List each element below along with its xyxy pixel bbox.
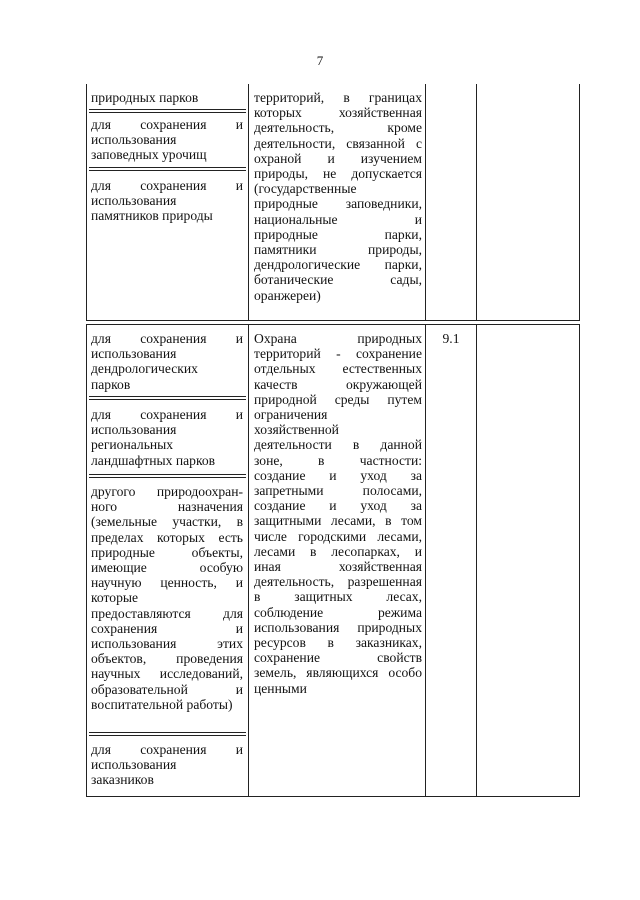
table-cell-name: для сохранения и использования заповедных урочищ — [91, 117, 243, 163]
table-cell-name: для сохранения и использования памятников природы — [91, 178, 243, 224]
table-border — [476, 324, 477, 797]
table-border — [579, 84, 580, 321]
table-border — [86, 320, 580, 321]
table-border — [248, 324, 249, 797]
table-border — [89, 735, 246, 736]
table-cell-name: для сохранения и использования заказников — [91, 742, 243, 788]
table-border — [89, 474, 246, 475]
table-border — [89, 732, 246, 733]
table-border — [86, 324, 580, 325]
table-cell-description: территорий, в границах которых хозяйственная деятельность, кроме деятельности, связанной с охраной и изучением природы, не допускается (государственные природные заповедники, национальные и природные парки, памятники природы, дендрологические парки, ботанические сады, оранжереи) — [254, 90, 422, 303]
table-border — [579, 324, 580, 797]
table-border — [89, 396, 246, 397]
table-cell-name: для сохранения и использования региональных ландшафтных парков — [91, 407, 243, 468]
table-border — [89, 167, 246, 168]
table-border — [476, 84, 477, 321]
table-border — [248, 84, 249, 321]
table-border — [425, 84, 426, 321]
table-border — [86, 796, 580, 797]
page-number: 7 — [316, 53, 324, 68]
table-cell-name: для сохранения и использования дендрологических парков — [91, 331, 243, 392]
table-border — [89, 170, 246, 171]
table-border — [89, 477, 246, 478]
table-border — [89, 399, 246, 400]
table-border — [89, 112, 246, 113]
table-border — [86, 324, 87, 797]
table-cell-name: другого природоохран- ного назначения (земельные участки, в пределах которых есть природные объекты, имеющие особую научную ценность, и которые предоставляются для сохранения и использования этих объектов, проведения научных исследований, образовательной и воспитательной работы) — [91, 484, 243, 712]
table-cell-name: природных парков — [91, 90, 199, 105]
table-border — [425, 324, 426, 797]
table-cell-code: 9.1 — [442, 331, 460, 346]
table-border — [89, 109, 246, 110]
table-border — [86, 84, 87, 321]
table-cell-description: Охрана природных территорий - сохранение отдельных естественных качеств окружающей природной среды путем ограничения хозяйственной деятельности в данной зоне, в частности: создание и уход за запретными полосами, создание и уход за защитными лесами, в том числе городскими лесами, лесами в лесопарках, и иная хозяйственная деятельность, разрешенная в защитных лесах, соблюдение режима использования природных ресурсов в заказниках, сохранение свойств земель, являющихся особо ценными — [254, 331, 422, 696]
